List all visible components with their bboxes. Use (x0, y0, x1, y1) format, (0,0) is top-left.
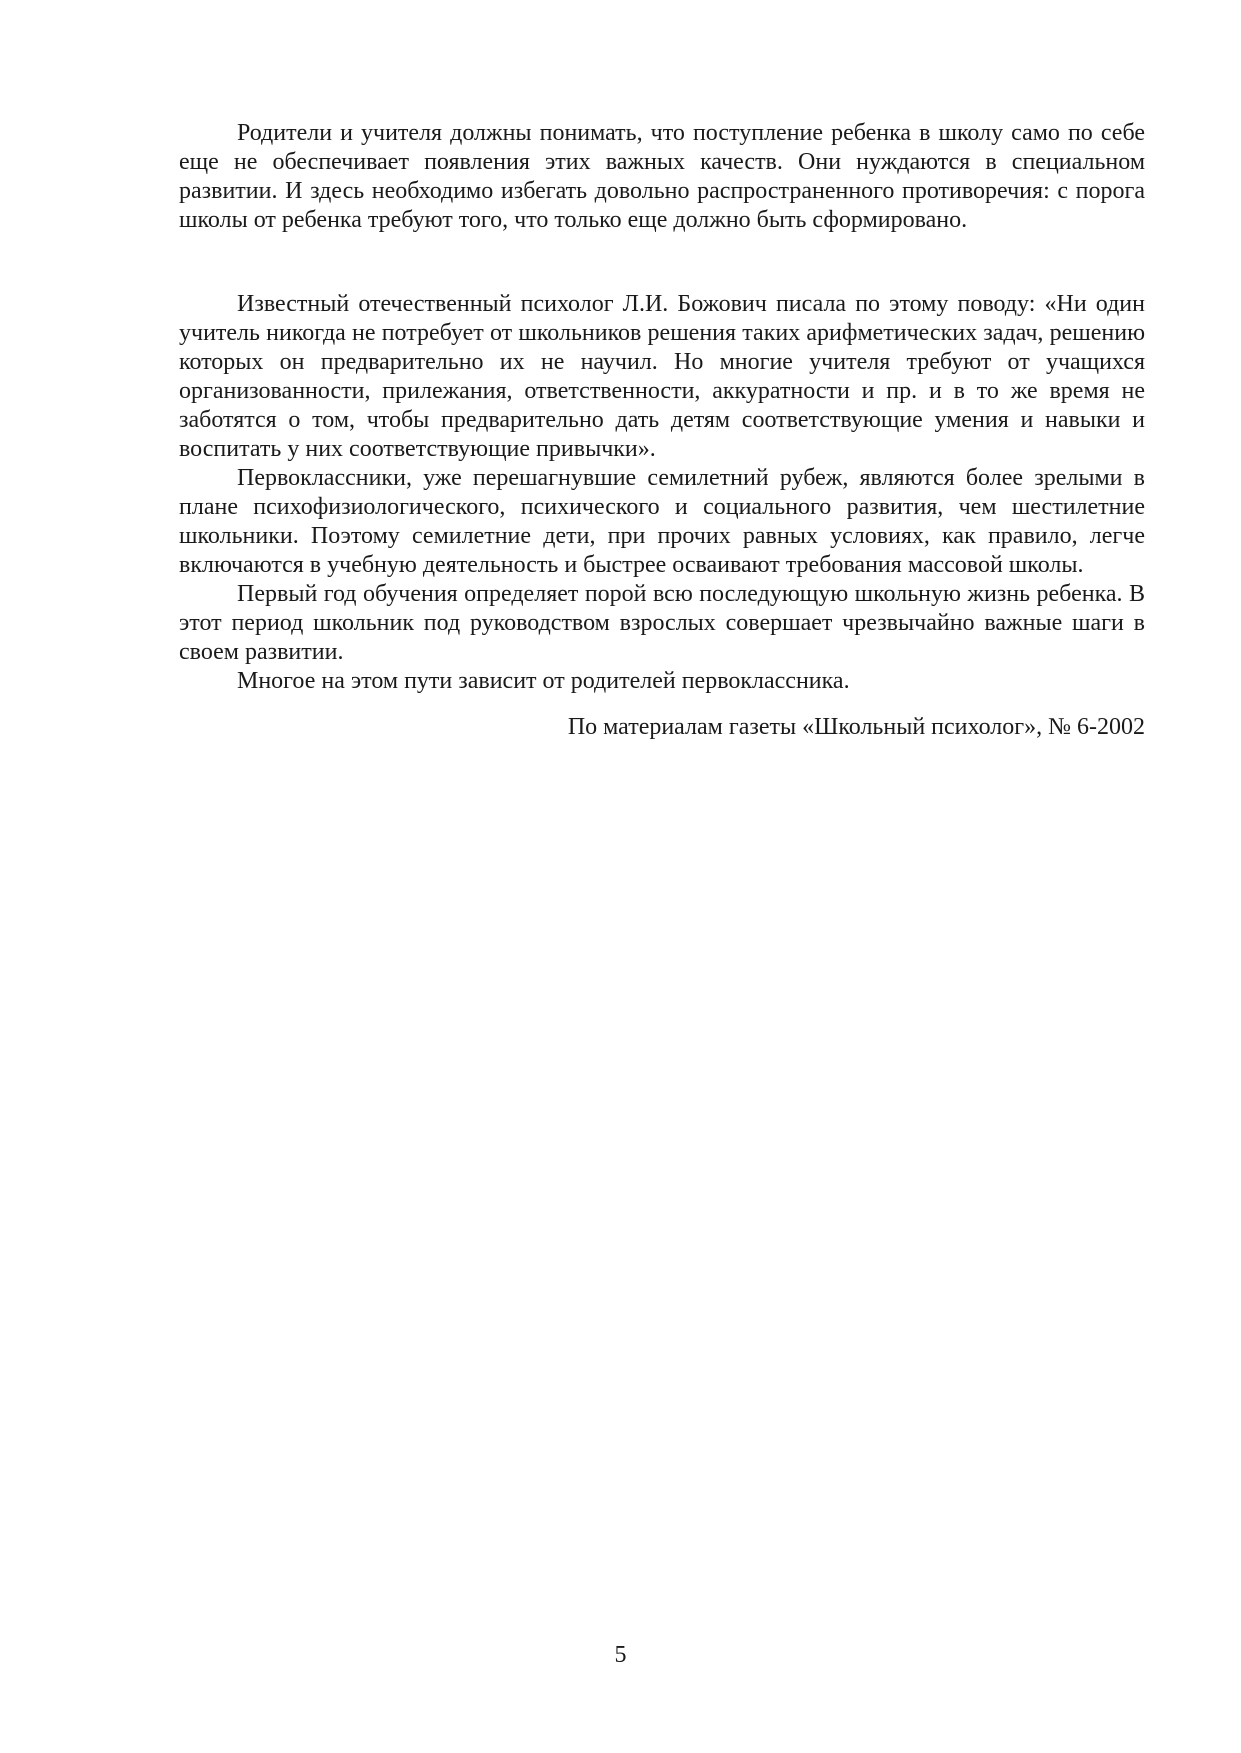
paragraph: Первый год обучения определяет порой всю последующую школьную жизнь ребенка. В этот период школьник под руководством взрослых совершает чрезвычайно важные шаги в своем развитии. (179, 581, 1145, 665)
paragraph: Многое на этом пути зависит от родителей первоклассника. (237, 668, 850, 694)
text-block-top (179, 119, 1145, 235)
text-block-main (179, 290, 1145, 742)
paragraph: Известный отечественный психолог Л.И. Божович писала по этому поводу: «Ни один учитель никогда не потребует от школьников решения таких арифметических задач, решению которых он предварительно их не научил. Но многие учителя требуют от учащихся организованности, прилежания, ответственности, аккуратности и пр. и в то же время не заботятся о том, чтобы предварительно дать детям соответствующие умения и навыки и воспитать у них соответствующие привычки». (179, 291, 1145, 462)
paragraph: Родители и учителя должны понимать, что поступление ребенка в школу само по себе еще не обеспечивает появления этих важных качеств. Они нуждаются в специальном развитии. И здесь необходимо избегать довольно распространенного противоречия: с порога школы от ребенка требуют того, что только еще должно быть сформировано. (179, 120, 1145, 233)
paragraph: Первоклассники, уже перешагнувшие семилетний рубеж, являются более зрелыми в плане психофизиологического, психического и социального развития, чем шестилетние школьники. Поэтому семилетние дети, при прочих равных условиях, как правило, легче включаются в учебную деятельность и быстрее осваивают требования массовой школы. (179, 465, 1145, 578)
page-number: 5 (614, 1642, 627, 1668)
source-citation: По материалам газеты «Школьный психолог», № 6-2002 (567, 714, 1145, 740)
